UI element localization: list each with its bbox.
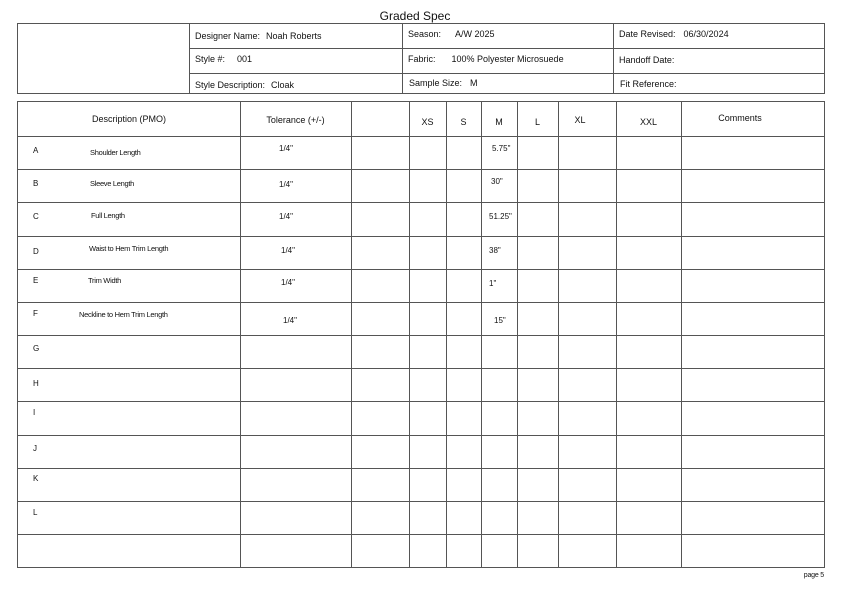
- row-code: L: [33, 508, 38, 517]
- row-size-m-value: 30": [491, 177, 503, 186]
- row-tolerance: 1/4": [279, 144, 293, 153]
- row-code: H: [33, 379, 39, 388]
- row-size-m-value: 1": [489, 279, 497, 288]
- row-divider: [18, 335, 824, 336]
- column-header-xl: XL: [574, 115, 586, 125]
- sample-size-label: Sample Size:: [409, 78, 463, 88]
- row-code: F: [33, 309, 38, 318]
- column-header-s: S: [460, 117, 467, 127]
- row-divider: [18, 401, 824, 402]
- row-size-m-value: 15": [494, 316, 506, 325]
- row-divider: [18, 169, 824, 170]
- row-description: Shoulder Length: [90, 148, 141, 157]
- header-divider: [613, 24, 614, 93]
- row-size-m-value: 5.75": [492, 144, 511, 153]
- header-divider: [402, 24, 403, 93]
- column-header-l: L: [534, 117, 540, 127]
- row-divider: [18, 202, 824, 203]
- style-number-value: 001: [237, 54, 253, 64]
- page-title: Graded Spec: [379, 9, 451, 23]
- column-header-comments: Comments: [718, 113, 762, 123]
- style-description-label: Style Description:: [195, 80, 266, 90]
- column-header-m: M: [495, 117, 503, 127]
- column-header-description: Description (PMO): [91, 114, 166, 124]
- row-divider: [18, 302, 824, 303]
- row-description: Trim Width: [88, 276, 121, 285]
- row-code: I: [33, 408, 36, 417]
- page-number: page 5: [803, 572, 824, 579]
- season-label: Season:: [408, 29, 442, 39]
- row-description: Neckline to Hem Trim Length: [79, 310, 168, 319]
- logo-placeholder: [18, 24, 190, 93]
- row-description: Full Length: [91, 211, 125, 220]
- row-divider: [18, 501, 824, 502]
- column-header-xs: XS: [421, 117, 434, 127]
- season-field: [408, 29, 495, 39]
- row-code: E: [33, 276, 39, 285]
- row-tolerance: 1/4": [281, 278, 295, 287]
- date-revised-label: Date Revised:: [619, 29, 676, 39]
- row-code: B: [33, 179, 39, 188]
- row-code: D: [33, 247, 39, 256]
- fit-reference-field: [620, 79, 683, 89]
- row-size-m-value: 51.25": [489, 212, 512, 221]
- row-divider: [18, 368, 824, 369]
- fit-reference-label: Fit Reference:: [620, 79, 677, 89]
- designer-value: Noah Roberts: [266, 31, 322, 41]
- row-code: A: [33, 146, 39, 155]
- row-tolerance: 1/4": [279, 180, 293, 189]
- header-divider: [189, 73, 824, 74]
- handoff-label: Handoff Date:: [619, 55, 675, 65]
- row-tolerance: 1/4": [283, 316, 297, 325]
- style-number-label: Style #:: [195, 54, 226, 64]
- row-divider: [18, 468, 824, 469]
- date-revised-value: 06/30/2024: [683, 29, 729, 39]
- row-tolerance: 1/4": [279, 212, 293, 221]
- date-revised-field: [619, 29, 729, 39]
- row-divider: [18, 435, 824, 436]
- row-code: G: [33, 344, 40, 353]
- row-divider: [18, 236, 824, 237]
- row-code: C: [33, 212, 39, 221]
- row-description: Sleeve Length: [90, 179, 135, 188]
- row-code: J: [33, 444, 37, 453]
- style-number-field: [195, 54, 252, 64]
- style-description-value: Cloak: [271, 80, 295, 90]
- sample-size-value: M: [470, 78, 478, 88]
- season-value: A/W 2025: [455, 29, 495, 39]
- fabric-label: Fabric:: [408, 54, 436, 64]
- column-header-tolerance: Tolerance (+/-): [266, 115, 325, 125]
- row-description: Waist to Hem Trim Length: [89, 244, 169, 253]
- column-header-xxl: XXL: [639, 117, 657, 127]
- row-size-m-value: 38": [489, 246, 501, 255]
- sample-size-field: [409, 78, 478, 88]
- row-code: K: [33, 474, 39, 483]
- fabric-value: 100% Polyester Microsuede: [451, 54, 564, 64]
- designer-field: [195, 31, 322, 41]
- measurement-table: [17, 101, 825, 568]
- designer-label: Designer Name:: [195, 31, 261, 41]
- header-divider: [189, 48, 824, 49]
- handoff-field: [619, 55, 680, 65]
- row-tolerance: 1/4": [281, 246, 295, 255]
- style-description-field: [195, 80, 294, 90]
- row-divider: [18, 534, 824, 535]
- fabric-field: [408, 54, 564, 64]
- row-divider: [18, 269, 824, 270]
- row-divider: [18, 136, 824, 137]
- spec-header: [17, 23, 825, 94]
